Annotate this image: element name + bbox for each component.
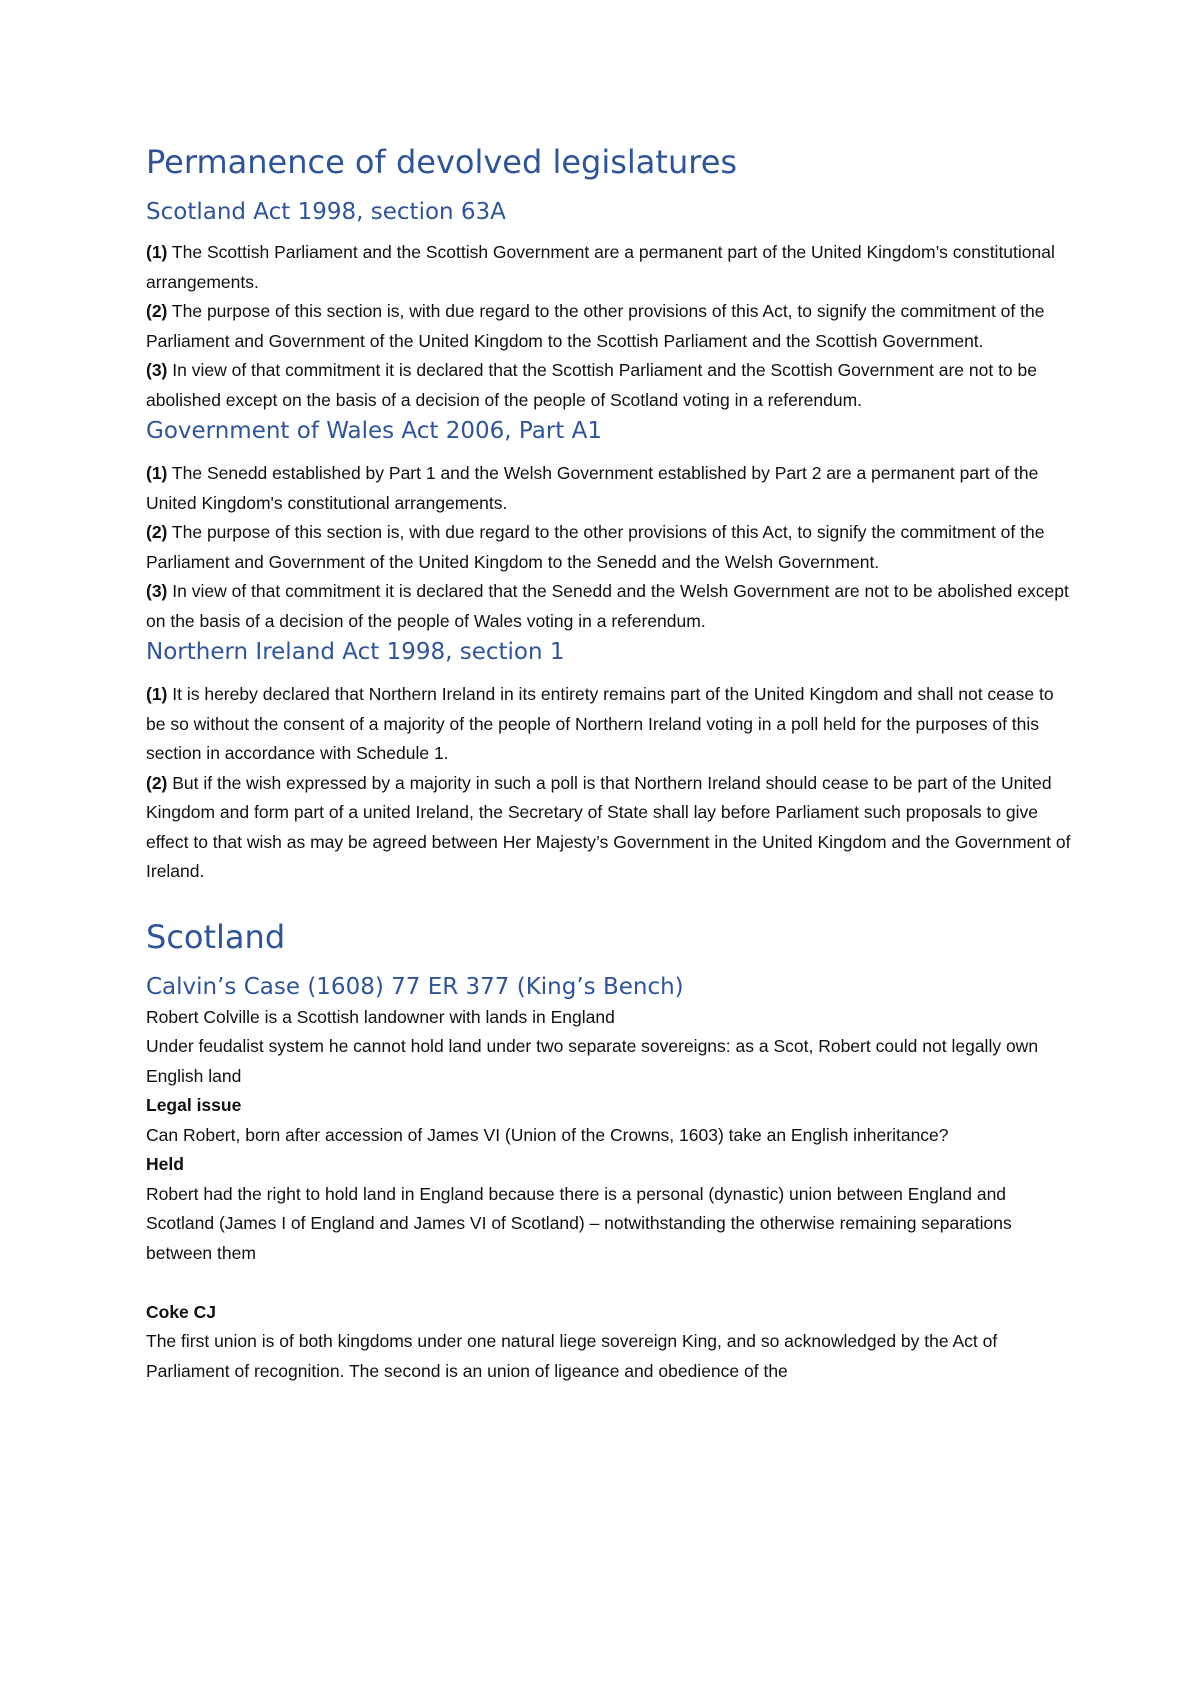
- label-text: Coke CJ: [146, 1301, 217, 1322]
- paragraph-text: But if the wish expressed by a majority in such a poll is that Northern Ireland should cease to be part of the United Kingdom and form part of a united Ireland, the Secretary of State shall lay before Parliament such proposals to give effect to that wish as may be agreed between Her Majesty’s Government in the United Kingdom and the Government of Ireland.: [146, 772, 1071, 881]
- paragraph-text: The Scottish Parliament and the Scottish Government are a permanent part of the United Kingdom’s constitutional arrangements.: [146, 242, 1055, 292]
- legal-issue-text: Can Robert, born after accession of James VI (Union of the Crowns, 1603) take an English inheritance?: [146, 1124, 949, 1145]
- paragraph: [146, 238, 1076, 297]
- paragraph: [146, 297, 1076, 356]
- paragraph-number: (2): [146, 301, 168, 321]
- paragraph-number: (2): [146, 772, 168, 793]
- paragraph-text: In view of that commitment it is declared that the Senedd and the Welsh Government are not to be abolished except on the basis of a decision of the people of Wales voting in a referendum.: [146, 581, 1069, 631]
- paragraph: [146, 518, 1076, 577]
- section-heading-wales-act: Government of Wales Act 2006, Part A1: [146, 418, 602, 444]
- section-title-scotland: Scotland: [146, 917, 286, 956]
- paragraph: [146, 459, 1076, 518]
- paragraph-text: The Senedd established by Part 1 and the Welsh Government established by Part 2 are a permanent part of the United Kingdom's constitutional arrangements.: [146, 463, 1039, 513]
- legal-issue-label: [146, 1091, 1076, 1121]
- paragraph-number: (3): [146, 360, 168, 380]
- paragraph-text: It is hereby declared that Northern Ireland in its entirety remains part of the United Kingdom and shall not cease to be so without the consent of a majority of the people of Northern Ireland voting in a poll held for the purposes of this section in accordance with Schedule 1.: [146, 684, 1054, 763]
- paragraph-number: (1): [146, 463, 168, 483]
- judge-label: [146, 1298, 1076, 1328]
- paragraph-number: (1): [146, 684, 168, 704]
- paragraph-number: (1): [146, 242, 168, 262]
- paragraph: [146, 577, 1076, 636]
- paragraph-text: The purpose of this section is, with due regard to the other provisions of this Act, to signify the commitment of the Parliament and Government of the United Kingdom to the Senedd and the Welsh Government.: [146, 522, 1045, 572]
- paragraph-number: (3): [146, 581, 168, 601]
- case-facts: Robert Colville is a Scottish landowner with lands in England: [146, 1006, 615, 1027]
- page-title: Permanence of devolved legislatures: [146, 143, 738, 181]
- paragraph: [146, 356, 1076, 415]
- document-page: [146, 140, 1076, 1386]
- label-text: Held: [146, 1154, 184, 1174]
- paragraph: [146, 680, 1076, 769]
- held-text: Robert had the right to hold land in England because there is a personal (dynastic) union between England and Scotland (James I of England and James VI of Scotland) – notwithstanding the otherwise remaining separations between them: [146, 1183, 1012, 1263]
- paragraph-text: In view of that commitment it is declared that the Scottish Parliament and the Scottish Government are not to be abolished except on the basis of a decision of the people of Scotland voting in a referendum.: [146, 360, 1037, 410]
- judge-quote: The first union is of both kingdoms under one natural liege sovereign King, and so acknowledged by the Act of Parliament of recognition. The second is an union of ligeance and obedience of the: [146, 1331, 998, 1381]
- paragraph-number: (2): [146, 522, 168, 542]
- case-heading: Calvin’s Case (1608) 77 ER 377 (King’s Bench): [146, 973, 684, 1000]
- section-heading-scotland-act: Scotland Act 1998, section 63A: [146, 199, 506, 225]
- held-label: [146, 1150, 1076, 1180]
- section-heading-ni-act: Northern Ireland Act 1998, section 1: [146, 639, 565, 665]
- label-text: Legal issue: [146, 1095, 242, 1115]
- paragraph: [146, 769, 1076, 887]
- paragraph-text: The purpose of this section is, with due regard to the other provisions of this Act, to signify the commitment of the Parliament and Government of the United Kingdom to the Scottish Parliament and the Scottish Government.: [146, 301, 1045, 351]
- case-facts: Under feudalist system he cannot hold land under two separate sovereigns: as a Scot, Robert could not legally own English land: [146, 1036, 1039, 1086]
